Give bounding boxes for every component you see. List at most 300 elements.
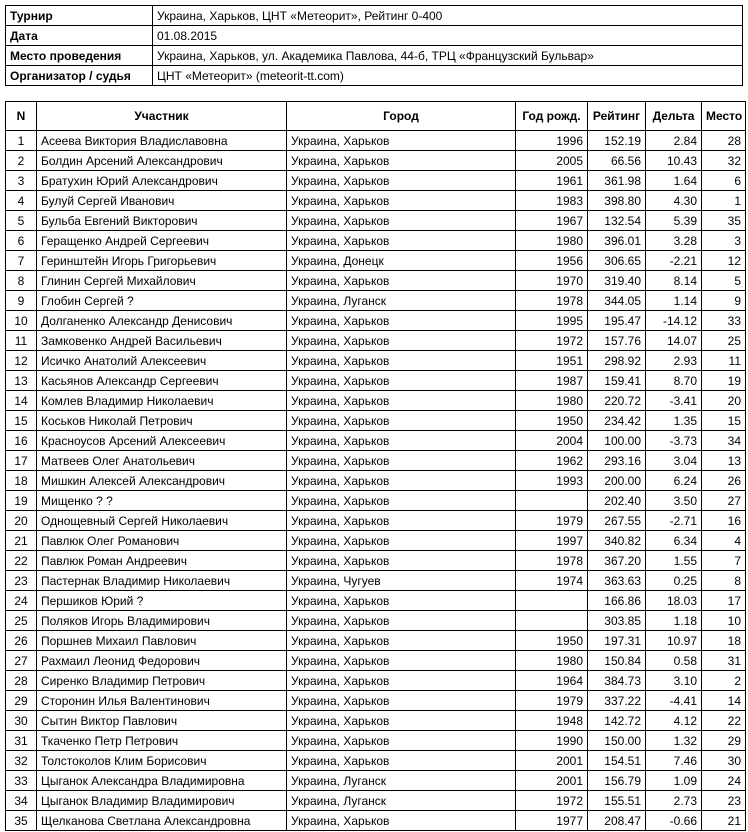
table-row [6, 251, 746, 271]
cell-city: Украина, Луганск [287, 291, 516, 311]
cell-city: Украина, Харьков [287, 211, 516, 231]
cell-birth-year: 1990 [516, 731, 588, 751]
table-row [6, 791, 746, 811]
cell-number: 26 [6, 631, 37, 651]
cell-delta: 4.30 [646, 191, 702, 211]
table-row [6, 711, 746, 731]
cell-delta: 1.55 [646, 551, 702, 571]
cell-place: 26 [702, 471, 746, 491]
cell-rating: 152.19 [588, 131, 646, 151]
table-row [6, 371, 746, 391]
cell-participant: Глинин Сергей Михайлович [37, 271, 287, 291]
cell-participant: Мишкин Алексей Александрович [37, 471, 287, 491]
cell-participant: Мищенко ? ? [37, 491, 287, 511]
cell-birth-year: 1995 [516, 311, 588, 331]
cell-rating: 157.76 [588, 331, 646, 351]
cell-city: Украина, Харьков [287, 511, 516, 531]
cell-rating: 197.31 [588, 631, 646, 651]
cell-number: 32 [6, 751, 37, 771]
cell-place: 27 [702, 491, 746, 511]
table-row [6, 351, 746, 371]
cell-city: Украина, Харьков [287, 151, 516, 171]
col-header-participant: Участник [37, 102, 287, 131]
cell-number: 3 [6, 171, 37, 191]
cell-delta: 7.46 [646, 751, 702, 771]
cell-birth-year: 1970 [516, 271, 588, 291]
cell-city: Украина, Харьков [287, 451, 516, 471]
cell-participant: Замковенко Андрей Васильевич [37, 331, 287, 351]
table-row [6, 811, 746, 831]
cell-city: Украина, Харьков [287, 271, 516, 291]
cell-number: 9 [6, 291, 37, 311]
col-header-place: Место [702, 102, 746, 131]
table-row [6, 431, 746, 451]
table-row [6, 471, 746, 491]
cell-birth-year: 1964 [516, 671, 588, 691]
cell-birth-year: 1948 [516, 711, 588, 731]
info-row-venue [6, 46, 743, 66]
info-label: Организатор / судья [6, 66, 153, 86]
cell-number: 6 [6, 231, 37, 251]
cell-place: 21 [702, 811, 746, 831]
cell-number: 15 [6, 411, 37, 431]
cell-birth-year: 1956 [516, 251, 588, 271]
info-value: ЦНТ «Метеорит» (meteorit-tt.com) [153, 66, 743, 86]
cell-delta: 2.93 [646, 351, 702, 371]
cell-rating: 398.80 [588, 191, 646, 211]
cell-participant: Болдин Арсений Александрович [37, 151, 287, 171]
cell-birth-year: 2005 [516, 151, 588, 171]
cell-place: 19 [702, 371, 746, 391]
cell-rating: 159.41 [588, 371, 646, 391]
cell-place: 10 [702, 611, 746, 631]
cell-delta: 2.84 [646, 131, 702, 151]
cell-birth-year: 1983 [516, 191, 588, 211]
cell-place: 25 [702, 331, 746, 351]
info-label: Турнир [6, 6, 153, 26]
cell-city: Украина, Харьков [287, 711, 516, 731]
cell-place: 31 [702, 651, 746, 671]
cell-city: Украина, Харьков [287, 351, 516, 371]
cell-birth-year: 2001 [516, 751, 588, 771]
cell-rating: 154.51 [588, 751, 646, 771]
cell-number: 11 [6, 331, 37, 351]
cell-city: Украина, Харьков [287, 131, 516, 151]
cell-number: 23 [6, 571, 37, 591]
table-row [6, 271, 746, 291]
table-row [6, 691, 746, 711]
cell-number: 8 [6, 271, 37, 291]
cell-delta: 8.14 [646, 271, 702, 291]
cell-place: 18 [702, 631, 746, 651]
cell-place: 7 [702, 551, 746, 571]
cell-participant: Цыганок Владимир Владимирович [37, 791, 287, 811]
cell-city: Украина, Харьков [287, 811, 516, 831]
table-row [6, 411, 746, 431]
cell-place: 20 [702, 391, 746, 411]
col-header-delta: Дельта [646, 102, 702, 131]
cell-number: 2 [6, 151, 37, 171]
cell-rating: 361.98 [588, 171, 646, 191]
cell-rating: 166.86 [588, 591, 646, 611]
cell-participant: Поляков Игорь Владимирович [37, 611, 287, 631]
cell-delta: -14.12 [646, 311, 702, 331]
cell-number: 29 [6, 691, 37, 711]
cell-birth-year: 1993 [516, 471, 588, 491]
cell-place: 8 [702, 571, 746, 591]
cell-number: 24 [6, 591, 37, 611]
cell-city: Украина, Харьков [287, 691, 516, 711]
table-row [6, 211, 746, 231]
cell-place: 30 [702, 751, 746, 771]
cell-place: 16 [702, 511, 746, 531]
cell-number: 14 [6, 391, 37, 411]
table-row [6, 611, 746, 631]
cell-participant: Цыганок Александра Владимировна [37, 771, 287, 791]
cell-number: 4 [6, 191, 37, 211]
cell-birth-year: 1961 [516, 171, 588, 191]
cell-participant: Однощевный Сергей Николаевич [37, 511, 287, 531]
cell-rating: 208.47 [588, 811, 646, 831]
cell-place: 6 [702, 171, 746, 191]
table-row [6, 631, 746, 651]
cell-rating: 150.84 [588, 651, 646, 671]
cell-delta: 18.03 [646, 591, 702, 611]
cell-number: 34 [6, 791, 37, 811]
cell-city: Украина, Харьков [287, 431, 516, 451]
cell-city: Украина, Харьков [287, 311, 516, 331]
cell-rating: 234.42 [588, 411, 646, 431]
results-body [6, 131, 746, 831]
cell-rating: 396.01 [588, 231, 646, 251]
table-row [6, 311, 746, 331]
cell-number: 20 [6, 511, 37, 531]
cell-number: 17 [6, 451, 37, 471]
cell-city: Украина, Харьков [287, 391, 516, 411]
cell-participant: Першиков Юрий ? [37, 591, 287, 611]
cell-birth-year: 1951 [516, 351, 588, 371]
cell-place: 11 [702, 351, 746, 371]
cell-place: 32 [702, 151, 746, 171]
cell-delta: 3.50 [646, 491, 702, 511]
cell-participant: Матвеев Олег Анатольевич [37, 451, 287, 471]
cell-participant: Комлев Владимир Николаевич [37, 391, 287, 411]
cell-participant: Бульба Евгений Викторович [37, 211, 287, 231]
cell-rating: 200.00 [588, 471, 646, 491]
cell-delta: 0.58 [646, 651, 702, 671]
cell-birth-year: 1996 [516, 131, 588, 151]
cell-birth-year: 1950 [516, 631, 588, 651]
cell-participant: Глобин Сергей ? [37, 291, 287, 311]
cell-participant: Касьянов Александр Сергеевич [37, 371, 287, 391]
cell-city: Украина, Харьков [287, 611, 516, 631]
cell-place: 13 [702, 451, 746, 471]
cell-delta: 1.09 [646, 771, 702, 791]
info-value: 01.08.2015 [153, 26, 743, 46]
cell-city: Украина, Харьков [287, 191, 516, 211]
cell-participant: Поршнев Михаил Павлович [37, 631, 287, 651]
cell-delta: 10.97 [646, 631, 702, 651]
cell-participant: Геринштейн Игорь Григорьевич [37, 251, 287, 271]
table-row [6, 671, 746, 691]
cell-place: 5 [702, 271, 746, 291]
cell-participant: Геращенко Андрей Сергеевич [37, 231, 287, 251]
cell-delta: -3.41 [646, 391, 702, 411]
cell-participant: Сторонин Илья Валентинович [37, 691, 287, 711]
cell-birth-year [516, 611, 588, 631]
cell-delta: 3.04 [646, 451, 702, 471]
cell-place: 35 [702, 211, 746, 231]
table-row [6, 291, 746, 311]
cell-rating: 142.72 [588, 711, 646, 731]
info-row-organizer [6, 66, 743, 86]
cell-rating: 298.92 [588, 351, 646, 371]
table-row [6, 531, 746, 551]
info-label: Дата [6, 26, 153, 46]
cell-birth-year: 2004 [516, 431, 588, 451]
cell-participant: Красноусов Арсений Алексеевич [37, 431, 287, 451]
cell-participant: Булуй Сергей Иванович [37, 191, 287, 211]
cell-place: 14 [702, 691, 746, 711]
cell-rating: 202.40 [588, 491, 646, 511]
cell-place: 9 [702, 291, 746, 311]
cell-birth-year: 1977 [516, 811, 588, 831]
cell-place: 22 [702, 711, 746, 731]
cell-birth-year: 1974 [516, 571, 588, 591]
cell-participant: Рахмаил Леонид Федорович [37, 651, 287, 671]
table-row [6, 151, 746, 171]
info-row-tournament [6, 6, 743, 26]
cell-number: 16 [6, 431, 37, 451]
col-header-number: N [6, 102, 37, 131]
table-row [6, 571, 746, 591]
cell-delta: 4.12 [646, 711, 702, 731]
cell-rating: 344.05 [588, 291, 646, 311]
cell-place: 23 [702, 791, 746, 811]
table-row [6, 771, 746, 791]
col-header-city: Город [287, 102, 516, 131]
table-row [6, 391, 746, 411]
info-value: Украина, Харьков, ул. Академика Павлова, 44-б, ТРЦ «Французский Бульвар» [153, 46, 743, 66]
cell-city: Украина, Харьков [287, 531, 516, 551]
cell-rating: 150.00 [588, 731, 646, 751]
cell-number: 31 [6, 731, 37, 751]
cell-birth-year: 1978 [516, 291, 588, 311]
cell-birth-year: 1967 [516, 211, 588, 231]
table-row [6, 331, 746, 351]
cell-delta: 3.28 [646, 231, 702, 251]
cell-rating: 66.56 [588, 151, 646, 171]
cell-place: 4 [702, 531, 746, 551]
cell-participant: Асеева Виктория Владиславовна [37, 131, 287, 151]
cell-rating: 340.82 [588, 531, 646, 551]
cell-delta: 1.32 [646, 731, 702, 751]
cell-delta: 1.35 [646, 411, 702, 431]
cell-birth-year: 1980 [516, 651, 588, 671]
cell-participant: Братухин Юрий Александрович [37, 171, 287, 191]
table-row [6, 171, 746, 191]
cell-participant: Пастернак Владимир Николаевич [37, 571, 287, 591]
info-value: Украина, Харьков, ЦНТ «Метеорит», Рейтинг 0-400 [153, 6, 743, 26]
cell-participant: Толстоколов Клим Борисович [37, 751, 287, 771]
cell-birth-year: 1987 [516, 371, 588, 391]
cell-rating: 132.54 [588, 211, 646, 231]
cell-place: 2 [702, 671, 746, 691]
info-row-date [6, 26, 743, 46]
tournament-info-body [6, 6, 743, 86]
cell-number: 1 [6, 131, 37, 151]
cell-birth-year: 1972 [516, 791, 588, 811]
cell-delta: 1.18 [646, 611, 702, 631]
cell-place: 17 [702, 591, 746, 611]
cell-number: 19 [6, 491, 37, 511]
cell-birth-year: 1980 [516, 231, 588, 251]
cell-rating: 267.55 [588, 511, 646, 531]
results-table [5, 101, 746, 831]
cell-participant: Сытин Виктор Павлович [37, 711, 287, 731]
cell-city: Украина, Харьков [287, 371, 516, 391]
cell-rating: 306.65 [588, 251, 646, 271]
cell-number: 5 [6, 211, 37, 231]
cell-place: 1 [702, 191, 746, 211]
cell-birth-year: 1997 [516, 531, 588, 551]
cell-delta: 3.10 [646, 671, 702, 691]
cell-birth-year: 1979 [516, 511, 588, 531]
cell-rating: 156.79 [588, 771, 646, 791]
cell-delta: -3.73 [646, 431, 702, 451]
cell-birth-year: 2001 [516, 771, 588, 791]
cell-rating: 293.16 [588, 451, 646, 471]
cell-participant: Долганенко Александр Денисович [37, 311, 287, 331]
cell-rating: 337.22 [588, 691, 646, 711]
cell-number: 27 [6, 651, 37, 671]
cell-delta: 0.25 [646, 571, 702, 591]
col-header-birth-year: Год рожд. [516, 102, 588, 131]
table-row [6, 751, 746, 771]
cell-city: Украина, Харьков [287, 631, 516, 651]
cell-number: 25 [6, 611, 37, 631]
cell-place: 29 [702, 731, 746, 751]
table-row [6, 451, 746, 471]
cell-city: Украина, Чугуев [287, 571, 516, 591]
cell-rating: 319.40 [588, 271, 646, 291]
cell-participant: Павлюк Роман Андреевич [37, 551, 287, 571]
cell-birth-year: 1962 [516, 451, 588, 471]
table-row [6, 491, 746, 511]
cell-delta: 2.73 [646, 791, 702, 811]
cell-delta: -2.71 [646, 511, 702, 531]
table-row [6, 131, 746, 151]
cell-city: Украина, Луганск [287, 771, 516, 791]
table-row [6, 591, 746, 611]
cell-number: 28 [6, 671, 37, 691]
cell-number: 33 [6, 771, 37, 791]
cell-number: 35 [6, 811, 37, 831]
cell-city: Украина, Харьков [287, 671, 516, 691]
table-row [6, 231, 746, 251]
cell-rating: 195.47 [588, 311, 646, 331]
cell-rating: 100.00 [588, 431, 646, 451]
cell-city: Украина, Харьков [287, 411, 516, 431]
cell-birth-year: 1978 [516, 551, 588, 571]
cell-place: 15 [702, 411, 746, 431]
cell-birth-year: 1979 [516, 691, 588, 711]
cell-delta: 1.14 [646, 291, 702, 311]
cell-city: Украина, Харьков [287, 471, 516, 491]
cell-city: Украина, Харьков [287, 171, 516, 191]
cell-place: 12 [702, 251, 746, 271]
results-header-row [6, 102, 746, 131]
cell-delta: -2.21 [646, 251, 702, 271]
cell-number: 21 [6, 531, 37, 551]
cell-birth-year: 1950 [516, 411, 588, 431]
table-row [6, 551, 746, 571]
cell-place: 33 [702, 311, 746, 331]
cell-city: Украина, Донецк [287, 251, 516, 271]
cell-delta: 5.39 [646, 211, 702, 231]
col-header-rating: Рейтинг [588, 102, 646, 131]
cell-number: 18 [6, 471, 37, 491]
cell-delta: 10.43 [646, 151, 702, 171]
cell-rating: 384.73 [588, 671, 646, 691]
cell-participant: Щелканова Светлана Александровна [37, 811, 287, 831]
cell-delta: -4.41 [646, 691, 702, 711]
cell-participant: Ткаченко Петр Петрович [37, 731, 287, 751]
cell-city: Украина, Харьков [287, 591, 516, 611]
cell-place: 24 [702, 771, 746, 791]
cell-place: 3 [702, 231, 746, 251]
cell-number: 30 [6, 711, 37, 731]
cell-participant: Павлюк Олег Романович [37, 531, 287, 551]
cell-rating: 367.20 [588, 551, 646, 571]
cell-number: 7 [6, 251, 37, 271]
cell-rating: 363.63 [588, 571, 646, 591]
cell-number: 13 [6, 371, 37, 391]
tournament-info-table [5, 5, 743, 86]
cell-participant: Сиренко Владимир Петрович [37, 671, 287, 691]
cell-birth-year [516, 491, 588, 511]
cell-delta: 6.34 [646, 531, 702, 551]
cell-city: Украина, Харьков [287, 651, 516, 671]
cell-city: Украина, Харьков [287, 491, 516, 511]
cell-participant: Исичко Анатолий Алексеевич [37, 351, 287, 371]
cell-place: 34 [702, 431, 746, 451]
cell-delta: 1.64 [646, 171, 702, 191]
cell-city: Украина, Луганск [287, 791, 516, 811]
cell-city: Украина, Харьков [287, 331, 516, 351]
cell-rating: 303.85 [588, 611, 646, 631]
info-label: Место проведения [6, 46, 153, 66]
cell-city: Украина, Харьков [287, 551, 516, 571]
table-row [6, 191, 746, 211]
table-row [6, 511, 746, 531]
table-row [6, 731, 746, 751]
cell-birth-year: 1972 [516, 331, 588, 351]
cell-delta: 14.07 [646, 331, 702, 351]
cell-delta: -0.66 [646, 811, 702, 831]
cell-birth-year [516, 591, 588, 611]
cell-delta: 8.70 [646, 371, 702, 391]
cell-participant: Коськов Николай Петрович [37, 411, 287, 431]
cell-city: Украина, Харьков [287, 731, 516, 751]
cell-number: 12 [6, 351, 37, 371]
cell-number: 10 [6, 311, 37, 331]
cell-rating: 220.72 [588, 391, 646, 411]
cell-number: 22 [6, 551, 37, 571]
cell-city: Украина, Харьков [287, 231, 516, 251]
cell-birth-year: 1980 [516, 391, 588, 411]
cell-city: Украина, Харьков [287, 751, 516, 771]
